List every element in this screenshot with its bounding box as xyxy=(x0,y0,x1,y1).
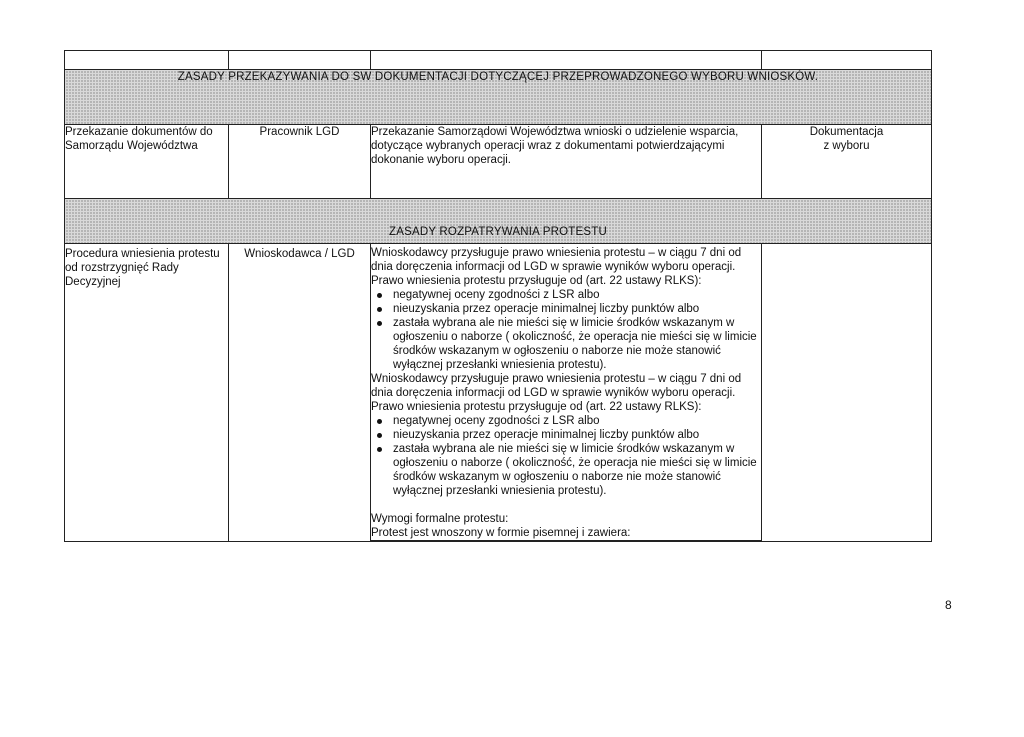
list-item: negatywnej oceny zgodności z LSR albo xyxy=(393,288,761,302)
paragraph: Prawo wniesienia protestu przysługuje od (art. 22 ustawy RLKS): xyxy=(371,275,702,287)
documents-line: Dokumentacja xyxy=(809,126,884,138)
step-cell: Procedura wniesienia protestu od rozstrzygnięć Rady Decyzyjnej xyxy=(65,244,229,542)
paragraph: Wnioskodawcy przysługuje prawo wniesienia protestu – w ciągu 7 dni od dnia doręczenia informacji od LGD w sprawie wyników wyboru operacji. xyxy=(371,373,742,399)
section-header-row xyxy=(65,199,932,244)
list-item: nieuzyskania przez operacje minimalnej liczby punktów albo xyxy=(393,302,761,316)
documents-cell xyxy=(762,244,932,542)
list-item: zastała wybrana ale nie mieści się w limicie środków wskazanym w ogłoszeniu o naborze ( okoliczność, że operacja nie mieści się w limicie środków wskazanym w ogłoszeniu o naborze nie może stanowić wyłącznej przesłanki wniesienia protestu). xyxy=(393,442,761,498)
responsible-cell: Wnioskodawca / LGD xyxy=(229,244,371,542)
page-number: 8 xyxy=(945,598,952,612)
paragraph: Wnioskodawcy przysługuje prawo wniesienia protestu – w ciągu 7 dni od dnia doręczenia informacji od LGD w sprawie wyników wyboru operacji. xyxy=(371,247,742,273)
list-item: negatywnej oceny zgodności z LSR albo xyxy=(393,414,761,428)
step-cell: Przekazanie dokumentów do Samorządu Województwa xyxy=(65,125,229,199)
section-header-row xyxy=(65,70,932,125)
formal-requirements-heading: Wymogi formalne protestu: xyxy=(371,513,509,525)
table-row xyxy=(65,244,932,542)
table-row xyxy=(65,125,932,199)
section-heading-selection: ZASADY PRZEKAZYWANIA DO SW DOKUMENTACJI DOTYCZĄCEJ PRZEPROWADZONEGO WYBORU WNIOSKÓW. xyxy=(65,70,932,125)
bullet-list xyxy=(371,288,761,372)
paragraph: Prawo wniesienia protestu przysługuje od (art. 22 ustawy RLKS): xyxy=(371,401,702,413)
form-statement: Protest jest wnoszony w formie pisemnej i zawiera: xyxy=(371,526,761,541)
description-cell xyxy=(371,244,762,542)
section-heading-protest: ZASADY ROZPATRYWANIA PROTESTU xyxy=(65,199,932,244)
list-item: zastała wybrana ale nie mieści się w limicie środków wskazanym w ogłoszeniu o naborze ( okoliczność, że operacja nie mieści się w limicie środków wskazanym w ogłoszeniu o naborze nie może stanowić wyłącznej przesłanki wniesienia protestu). xyxy=(393,316,761,372)
bullet-list xyxy=(371,414,761,498)
list-item: nieuzyskania przez operacje minimalnej liczby punktów albo xyxy=(393,428,761,442)
description-cell: Przekazanie Samorządowi Województwa wnioski o udzielenie wsparcia, dotyczące wybranych operacji wraz z dokumentami potwierdzającymi dokonanie wyboru operacji. xyxy=(371,125,762,199)
responsible-cell: Pracownik LGD xyxy=(229,125,371,199)
documents-cell xyxy=(762,125,932,199)
documents-line: z wyboru xyxy=(823,140,870,152)
table-top-spacer-row xyxy=(65,51,932,70)
procedure-table xyxy=(64,50,932,542)
